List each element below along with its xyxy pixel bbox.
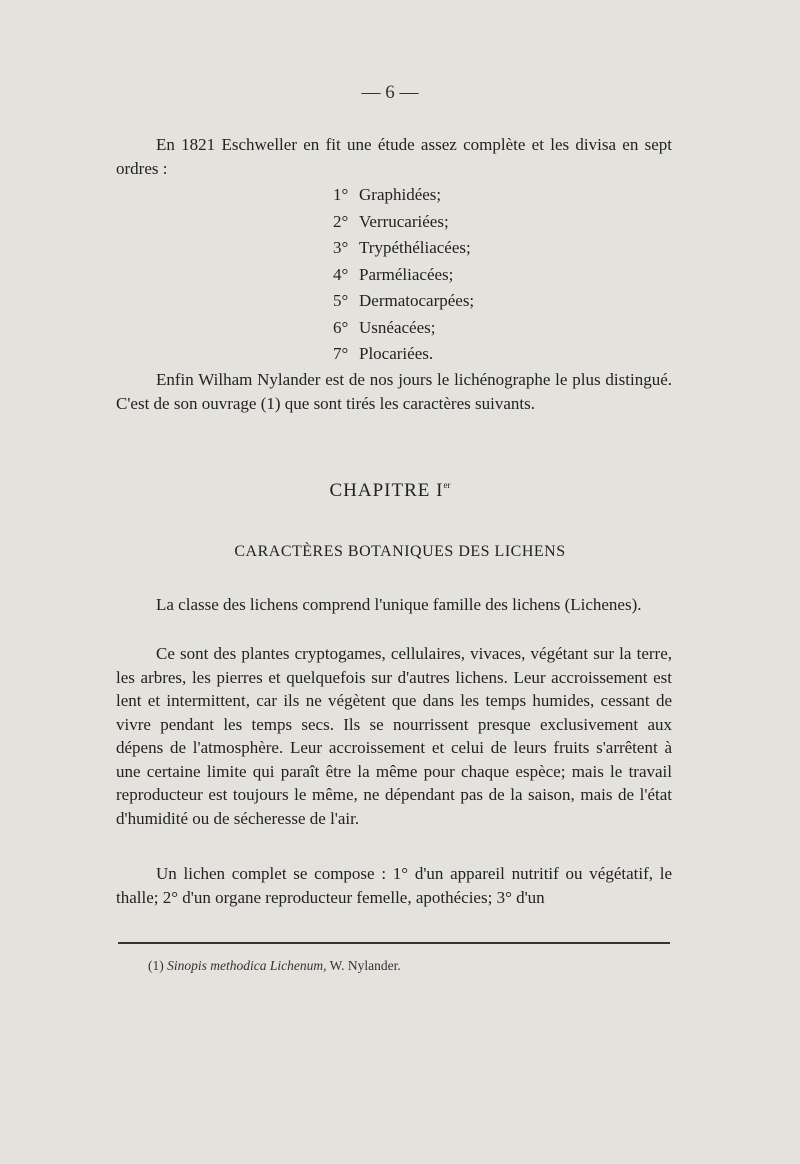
footnote-author: W. Nylander. <box>329 958 401 973</box>
footnote-divider <box>118 942 670 944</box>
order-name: Trypéthéliacées; <box>359 238 471 257</box>
footnote-title: Sinopis methodica Lichenum, <box>167 958 327 973</box>
order-number: 6° <box>333 317 349 337</box>
order-number: 5° <box>333 291 349 310</box>
order-item <box>333 315 474 342</box>
intro-paragraph <box>116 133 672 180</box>
body-paragraph-2 <box>116 642 672 830</box>
orders-list <box>333 182 474 368</box>
order-name: Plocariées. <box>359 344 434 363</box>
footnote-marker: (1) <box>148 958 164 973</box>
order-number: 1° <box>333 185 349 204</box>
order-name: Dermatocarpées; <box>359 291 475 310</box>
footnote <box>148 958 401 974</box>
intro-text: En 1821 Eschweller en fit une étude assez complète et les divisa en sept ordres : <box>116 135 672 178</box>
order-name: Parméliacées; <box>359 264 454 284</box>
body-text: Un lichen complet se compose : 1° d'un appareil nutritif ou végétatif, le thalle; 2° d'un organe reproducteur femelle, apothécies; 3° d'un <box>116 864 672 907</box>
order-item <box>333 288 474 315</box>
order-item <box>333 235 474 262</box>
body-text: Ce sont des plantes cryptogames, cellulaires, vivaces, végétant sur la terre, les arbres, les pierres et quelquefois sur d'autres lichens. Leur accroissement est lent et intermittent, car ils ne végètent que dans les temps humides, cessant de vivre pendant les temps secs. Ils se nourrissent presque exclusivement aux dépens de l'atmosphère. Leur accroissement et celui de leurs fruits s'arrêtent à une certaine limite qui paraît être la même pour chaque espèce; mais le travail reproducteur est toujours le même, ne dépendant pas de la saison, mais de l'état d'humidité ou de sécheresse de l'air. <box>116 644 672 828</box>
order-item <box>333 262 474 289</box>
nylander-text: Enfin Wilham Nylander est de nos jours le lichénographe le plus distingué. C'est de son ouvrage (1) que sont tirés les caractères suivants. <box>116 370 672 413</box>
nylander-paragraph <box>116 368 672 415</box>
chapter-heading <box>0 480 780 502</box>
order-item <box>333 341 474 368</box>
section-title: CARACTÈRES BOTANIQUES DES LICHENS <box>234 543 566 560</box>
body-paragraph-1 <box>116 593 672 617</box>
body-text: La classe des lichens comprend l'unique famille des lichens (Lichenes). <box>156 595 642 614</box>
order-name: Verrucariées; <box>359 211 449 231</box>
order-item <box>333 209 474 236</box>
page-number: — 6 — <box>361 82 419 103</box>
order-item <box>333 182 474 209</box>
order-number: 4° <box>333 264 349 284</box>
body-paragraph-3 <box>116 862 672 909</box>
order-name: Usnéacées; <box>359 317 436 337</box>
chapter-suffix: er <box>443 480 451 490</box>
chapter-title: CHAPITRE I <box>329 480 444 501</box>
order-number: 7° <box>333 344 349 363</box>
order-number: 2° <box>333 211 349 231</box>
order-name: Graphidées; <box>359 185 442 204</box>
order-number: 3° <box>333 238 349 257</box>
